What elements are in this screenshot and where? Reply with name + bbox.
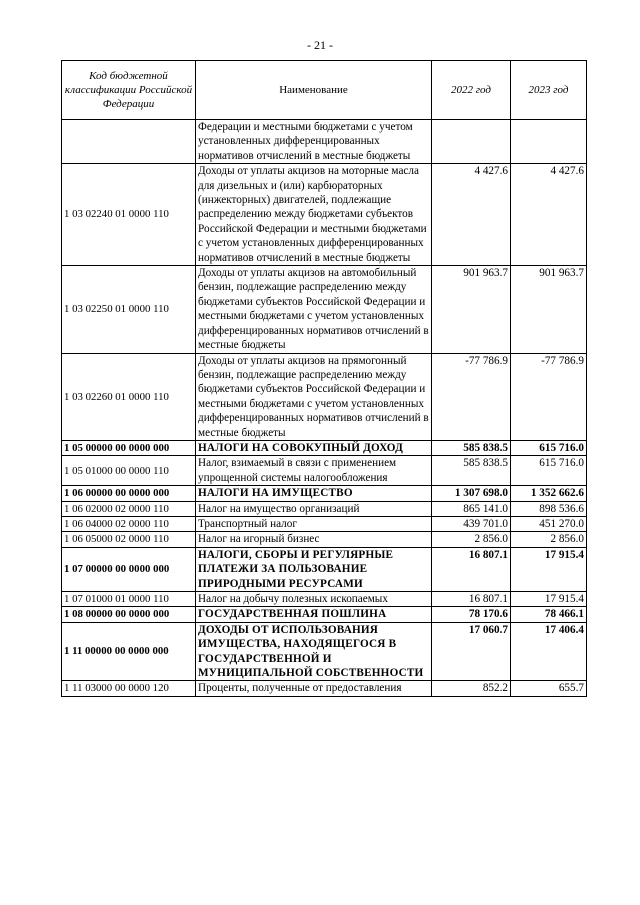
table-row <box>62 486 587 501</box>
row-value-2023: 17 915.4 <box>511 547 587 591</box>
row-code: 1 06 04000 02 0000 110 <box>62 516 196 531</box>
row-value-2023: -77 786.9 <box>511 353 587 440</box>
row-value-2023: 17 406.4 <box>511 622 587 681</box>
row-name: Налог на добычу полезных ископаемых <box>196 592 432 607</box>
row-name: Налог на игорный бизнес <box>196 532 432 547</box>
row-code: 1 11 00000 00 0000 000 <box>62 622 196 681</box>
header-year-2022: 2022 год <box>432 61 511 120</box>
row-code: 1 06 05000 02 0000 110 <box>62 532 196 547</box>
table-row <box>62 266 587 353</box>
row-value-2023: 1 352 662.6 <box>511 486 587 501</box>
header-year-2023: 2023 год <box>511 61 587 120</box>
row-code: 1 08 00000 00 0000 000 <box>62 607 196 622</box>
table-row <box>62 681 587 696</box>
row-value-2022: 2 856.0 <box>432 532 511 547</box>
row-value-2023: 17 915.4 <box>511 592 587 607</box>
row-value-2022: 78 170.6 <box>432 607 511 622</box>
row-value-2022: 852.2 <box>432 681 511 696</box>
row-name: Транспортный налог <box>196 516 432 531</box>
row-value-2022: 585 838.5 <box>432 456 511 486</box>
row-code: 1 05 01000 00 0000 110 <box>62 456 196 486</box>
row-value-2023: 898 536.6 <box>511 501 587 516</box>
row-code: 1 07 01000 01 0000 110 <box>62 592 196 607</box>
row-name: Федерации и местными бюджетами с учетом установленных дифференцированных нормативов отчислений в местные бюджеты <box>196 120 432 164</box>
row-name: Налог на имущество организаций <box>196 501 432 516</box>
row-name: ДОХОДЫ ОТ ИСПОЛЬЗОВАНИЯ ИМУЩЕСТВА, НАХОДЯЩЕГОСЯ В ГОСУДАРСТВЕННОЙ И МУНИЦИПАЛЬНОЙ СОБСТВЕННОСТИ <box>196 622 432 681</box>
row-value-2022: 439 701.0 <box>432 516 511 531</box>
table-row <box>62 592 587 607</box>
row-code: 1 05 00000 00 0000 000 <box>62 440 196 455</box>
row-code: 1 03 02250 01 0000 110 <box>62 266 196 353</box>
row-value-2023: 4 427.6 <box>511 164 587 266</box>
table-row <box>62 547 587 591</box>
row-value-2022: 901 963.7 <box>432 266 511 353</box>
row-value-2023: 451 270.0 <box>511 516 587 531</box>
row-value-2022: 585 838.5 <box>432 440 511 455</box>
row-value-2022: -77 786.9 <box>432 353 511 440</box>
row-value-2022: 17 060.7 <box>432 622 511 681</box>
row-code: 1 07 00000 00 0000 000 <box>62 547 196 591</box>
table-row <box>62 532 587 547</box>
row-value-2022: 16 807.1 <box>432 592 511 607</box>
table-row <box>62 622 587 681</box>
row-value-2022: 16 807.1 <box>432 547 511 591</box>
row-code: 1 06 00000 00 0000 000 <box>62 486 196 501</box>
row-value-2022: 1 307 698.0 <box>432 486 511 501</box>
row-name: НАЛОГИ, СБОРЫ И РЕГУЛЯРНЫЕ ПЛАТЕЖИ ЗА ПОЛЬЗОВАНИЕ ПРИРОДНЫМИ РЕСУРСАМИ <box>196 547 432 591</box>
page-number: - 21 - <box>307 38 333 52</box>
row-value-2022 <box>432 120 511 164</box>
row-code: 1 03 02260 01 0000 110 <box>62 353 196 440</box>
row-name: Налог, взимаемый в связи с применением упрощенной системы налогообложения <box>196 456 432 486</box>
row-code <box>62 120 196 164</box>
row-name: ГОСУДАРСТВЕННАЯ ПОШЛИНА <box>196 607 432 622</box>
row-name: Проценты, полученные от предоставления <box>196 681 432 696</box>
table-row <box>62 516 587 531</box>
row-name: Доходы от уплаты акцизов на автомобильный бензин, подлежащие распределению между бюджетами субъектов Российской Федерации и местными бюджетами с учетом установленных дифференцированных нормативов отчислений в местные бюджеты <box>196 266 432 353</box>
row-value-2023: 901 963.7 <box>511 266 587 353</box>
row-code: 1 06 02000 02 0000 110 <box>62 501 196 516</box>
revenue-table <box>61 60 587 697</box>
row-value-2023: 2 856.0 <box>511 532 587 547</box>
row-value-2023 <box>511 120 587 164</box>
header-code: Код бюджетной классификации Российской Федерации <box>62 61 196 120</box>
row-value-2023: 615 716.0 <box>511 440 587 455</box>
table-row <box>62 501 587 516</box>
row-name: Доходы от уплаты акцизов на моторные масла для дизельных и (или) карбюраторных (инжекторных) двигателей, подлежащие распределению между бюджетами субъектов Российской Федерации и местными бюджетами с учетом установленных дифференцированных нормативов отчислений в местные бюджеты <box>196 164 432 266</box>
table-row <box>62 120 587 164</box>
table-row <box>62 164 587 266</box>
row-code: 1 03 02240 01 0000 110 <box>62 164 196 266</box>
row-value-2023: 615 716.0 <box>511 456 587 486</box>
row-value-2023: 78 466.1 <box>511 607 587 622</box>
row-name: НАЛОГИ НА СОВОКУПНЫЙ ДОХОД <box>196 440 432 455</box>
row-value-2022: 4 427.6 <box>432 164 511 266</box>
table-row <box>62 353 587 440</box>
header-name: Наименование <box>196 61 432 120</box>
table-row <box>62 607 587 622</box>
table-row <box>62 440 587 455</box>
row-name: НАЛОГИ НА ИМУЩЕСТВО <box>196 486 432 501</box>
row-name: Доходы от уплаты акцизов на прямогонный бензин, подлежащие распределению между бюджетами субъектов Российской Федерации и местными бюджетами с учетом установленных дифференцированных нормативов отчислений в местные бюджеты <box>196 353 432 440</box>
row-code: 1 11 03000 00 0000 120 <box>62 681 196 696</box>
table-header-row <box>62 61 587 120</box>
table-row <box>62 456 587 486</box>
row-value-2022: 865 141.0 <box>432 501 511 516</box>
row-value-2023: 655.7 <box>511 681 587 696</box>
